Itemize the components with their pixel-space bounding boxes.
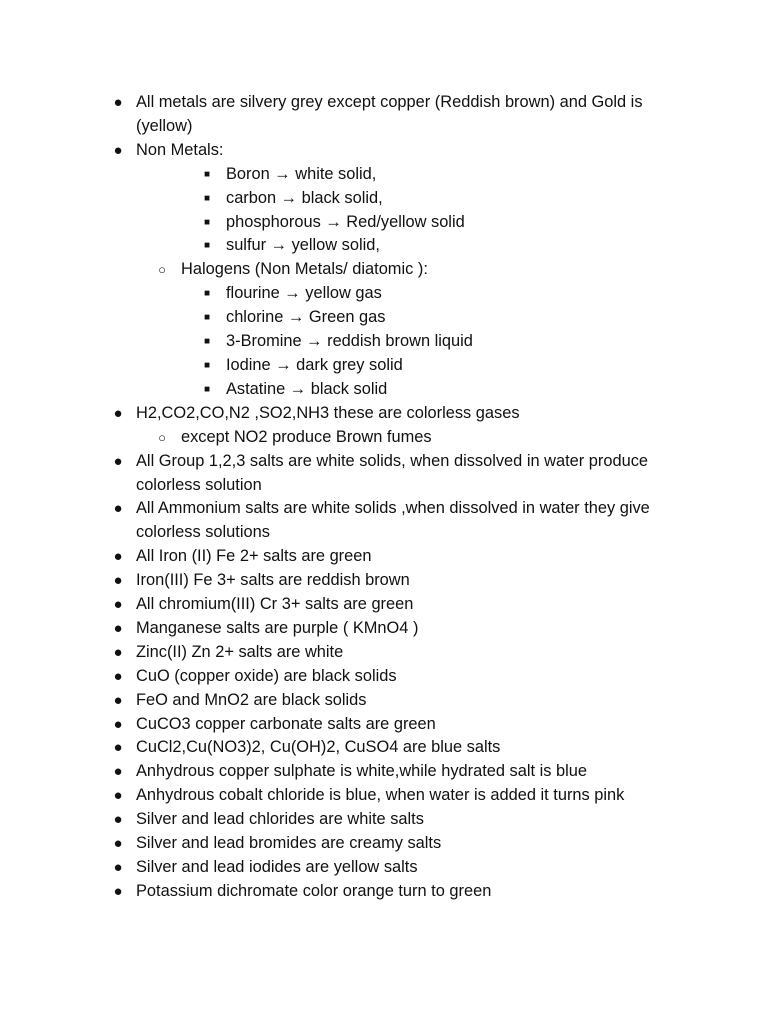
list-item [0,211,768,235]
list-item [0,856,768,880]
list-item [0,330,768,354]
list-item-text: Manganese salts are purple ( KMnO4 ) [136,618,419,637]
list-item-text: Non Metals: [136,140,224,159]
list-item [0,91,768,139]
list-item [0,163,768,187]
list-item [0,760,768,784]
circle-bullet-icon: ○ [158,429,166,445]
list-item [0,426,768,450]
disc-bullet-icon: ● [113,882,123,900]
list-item [0,665,768,689]
list-item [0,832,768,856]
disc-bullet-icon: ● [113,811,123,829]
disc-bullet-icon: ● [113,572,123,590]
list-item [0,617,768,641]
list-item [0,784,768,808]
disc-bullet-icon: ● [113,739,123,757]
square-bullet-icon: ■ [203,359,211,371]
list-item [0,808,768,832]
list-item [0,234,768,258]
list-item-text: Silver and lead bromides are creamy salts [136,834,442,853]
list-item-text: phosphorous → Red/yellow solid [226,212,465,231]
square-bullet-icon: ■ [203,383,211,395]
list-item [0,258,768,282]
list-item-text: All Iron (II) Fe 2+ salts are green [136,547,372,566]
list-item-text: Anhydrous cobalt chloride is blue, when water is added it turns pink [136,786,625,805]
disc-bullet-icon: ● [113,452,123,470]
square-bullet-icon: ■ [203,312,211,324]
list-item [0,569,768,593]
square-bullet-icon: ■ [203,288,211,300]
list-item-text: Iodine → dark grey solid [226,355,403,374]
disc-bullet-icon: ● [113,141,123,159]
list-item [0,736,768,760]
circle-bullet-icon: ○ [158,262,166,278]
list-item-text: Astatine → black solid [226,379,388,398]
list-item-text: All Ammonium salts are white solids ,when dissolved in water they give colorless solutions [136,499,650,542]
list-item [0,378,768,402]
list-item [0,497,768,545]
list-item [0,641,768,665]
list-item [0,593,768,617]
square-bullet-icon: ■ [203,168,211,180]
disc-bullet-icon: ● [113,691,123,709]
list-item-text: All metals are silvery grey except copper (Reddish brown) and Gold is (yellow) [136,93,643,135]
list-item-text: except NO2 produce Brown fumes [181,427,432,446]
list-item [0,545,768,569]
square-bullet-icon: ■ [203,192,211,204]
disc-bullet-icon: ● [113,763,123,781]
square-bullet-icon: ■ [203,216,211,228]
document-body [0,91,768,904]
list-item-text: Silver and lead iodides are yellow salts [136,858,418,876]
disc-bullet-icon: ● [113,715,123,733]
disc-bullet-icon: ● [113,835,123,853]
list-item [0,689,768,713]
list-item-text: All chromium(III) Cr 3+ salts are green [136,595,414,614]
list-item [0,306,768,330]
list-item-text: chlorine → Green gas [226,308,386,327]
list-item-text: CuCO3 copper carbonate salts are green [136,714,436,733]
list-item [0,402,768,426]
disc-bullet-icon: ● [113,859,123,876]
list-item [0,282,768,306]
disc-bullet-icon: ● [113,404,123,422]
list-item-text: All Group 1,2,3 salts are white solids, when dissolved in water produce colorless solution [136,451,649,494]
square-bullet-icon: ■ [203,336,211,348]
disc-bullet-icon: ● [113,94,123,111]
disc-bullet-icon: ● [113,548,123,566]
list-item-text: CuO (copper oxide) are black solids [136,666,397,685]
list-item-text: Potassium dichromate color orange turn to green [136,881,492,900]
list-item-text: flourine → yellow gas [226,284,382,303]
list-item-text: Boron → white solid, [226,164,377,183]
list-item-text: sulfur → yellow solid, [226,236,380,255]
list-item-text: carbon → black solid, [226,188,383,207]
square-bullet-icon: ■ [203,240,211,252]
list-item-text: FeO and MnO2 are black solids [136,690,367,709]
list-item-text: H2,CO2,CO,N2 ,SO2,NH3 these are colorless gases [136,403,520,422]
disc-bullet-icon: ● [113,596,123,614]
list-item [0,880,768,904]
list-item-text: CuCl2,Cu(NO3)2, Cu(OH)2, CuSO4 are blue salts [136,738,501,757]
disc-bullet-icon: ● [113,667,123,685]
list-item-text: Halogens (Non Metals/ diatomic ): [181,260,428,279]
list-item-text: Zinc(II) Zn 2+ salts are white [136,642,344,661]
list-item-text: Silver and lead chlorides are white salts [136,810,424,829]
list-item-text: Iron(III) Fe 3+ salts are reddish brown [136,571,410,590]
list-item [0,139,768,163]
list-item [0,187,768,211]
list-item [0,450,768,498]
list-item [0,713,768,737]
disc-bullet-icon: ● [113,500,123,518]
list-item-text: Anhydrous copper sulphate is white,while hydrated salt is blue [136,762,587,781]
list-item-text: 3-Bromine → reddish brown liquid [226,332,473,351]
list-item [0,354,768,378]
disc-bullet-icon: ● [113,619,123,637]
disc-bullet-icon: ● [113,643,123,661]
disc-bullet-icon: ● [113,787,123,805]
